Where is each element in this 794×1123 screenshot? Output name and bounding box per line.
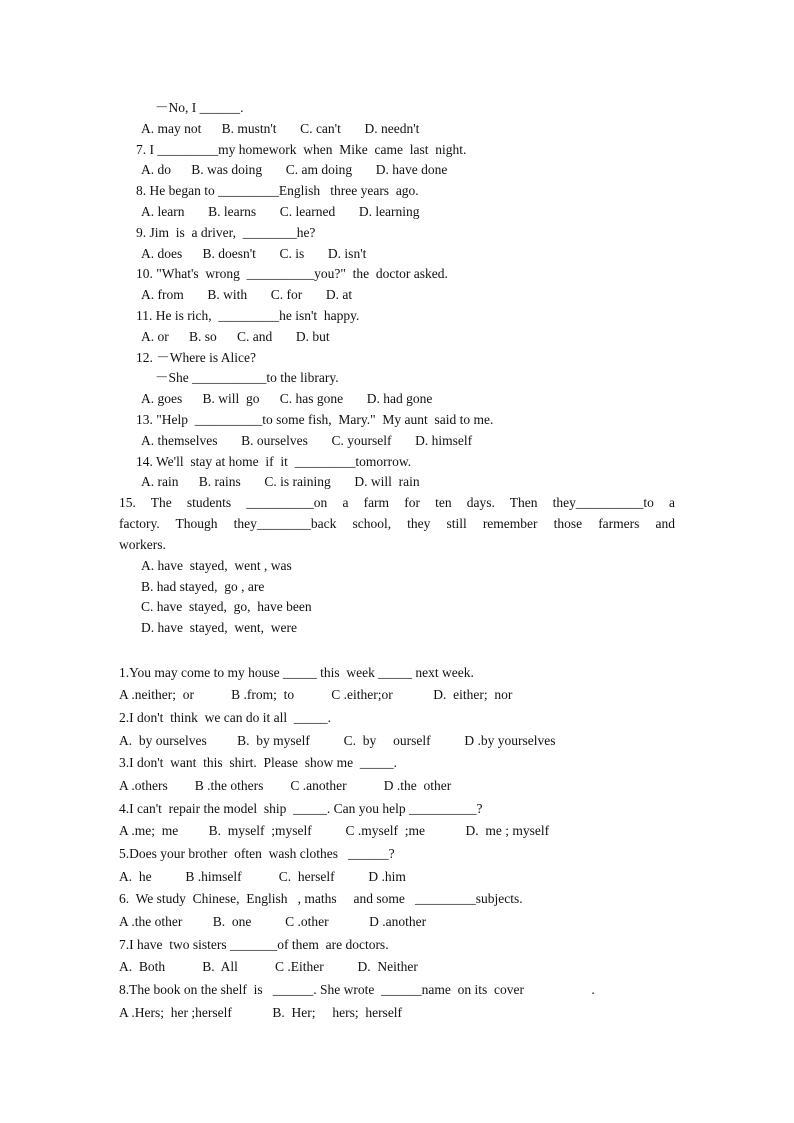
text-line: 8. He began to _________English three years ago. (136, 183, 419, 198)
q15-line-1: 15. The students __________on a farm for ten days. Then they__________to a (119, 495, 675, 510)
text-line: 13. "Help __________to some fish, Mary." My aunt said to me. (136, 412, 494, 427)
text-line: 14. We'll stay at home if it _________tomorrow. (136, 454, 412, 469)
text-line: A. goes B. will go C. has gone D. had gone (141, 391, 433, 406)
text-line: A. rain B. rains C. is raining D. will rain (141, 474, 420, 489)
text-line: 12. －Where is Alice? (136, 350, 256, 365)
text-line: 8.The book on the shelf is ______. She wrote ______name on its cover . (119, 982, 595, 997)
text-line: A. by ourselves B. by myself C. by ourself D .by yourselves (119, 733, 556, 748)
text-line: 6. We study Chinese, English , maths and some _________subjects. (119, 891, 523, 906)
q15-option-b: B. had stayed, go , are (141, 579, 265, 594)
text-line: 7. I _________my homework when Mike came last night. (136, 142, 467, 157)
text-line: 2.I don't think we can do it all _____. (119, 710, 332, 725)
text-line: 9. Jim is a driver, ________he? (136, 225, 316, 240)
text-line: A .neither; or B .from; to C .either;or D. either; nor (119, 687, 513, 702)
text-line: A. may not B. mustn't C. can't D. needn't (141, 121, 420, 136)
text-line: 5.Does your brother often wash clothes ______? (119, 846, 395, 861)
q15-option-d: D. have stayed, went, were (141, 620, 297, 635)
text-line: 4.I can't repair the model ship _____. Can you help __________? (119, 801, 483, 816)
text-line: 7.I have two sisters _______of them are doctors. (119, 937, 389, 952)
text-line: A. or B. so C. and D. but (141, 329, 330, 344)
q15-option-a: A. have stayed, went , was (141, 558, 292, 573)
text-line: A .others B .the others C .another D .the other (119, 778, 452, 793)
text-line: A. does B. doesn't C. is D. isn't (141, 246, 367, 261)
q15-line-3: workers. (119, 537, 166, 552)
text-line: －No, I ______. (155, 100, 244, 115)
text-line: A. learn B. learns C. learned D. learning (141, 204, 420, 219)
text-line: A. do B. was doing C. am doing D. have done (141, 162, 448, 177)
text-line: A. he B .himself C. herself D .him (119, 869, 406, 884)
text-line: A. Both B. All C .Either D. Neither (119, 959, 418, 974)
text-line: 3.I don't want this shirt. Please show me _____. (119, 755, 398, 770)
text-line: 11. He is rich, _________he isn't happy. (136, 308, 360, 323)
text-line: 1.You may come to my house _____ this week _____ next week. (119, 665, 474, 680)
q15-option-c: C. have stayed, go, have been (141, 599, 312, 614)
q15-line-2: factory. Though they________back school, they still remember those farmers and (119, 516, 675, 531)
text-line: 10. "What's wrong __________you?" the doctor asked. (136, 266, 448, 281)
text-line: A .the other B. one C .other D .another (119, 914, 427, 929)
text-line: －She ___________to the library. (155, 370, 339, 385)
text-line: A .me; me B. myself ;myself C .myself ;me D. me ; myself (119, 823, 550, 838)
text-line: A .Hers; her ;herself B. Her; hers; herself (119, 1005, 403, 1020)
text-line: A. themselves B. ourselves C. yourself D. himself (141, 433, 473, 448)
text-line: A. from B. with C. for D. at (141, 287, 353, 302)
